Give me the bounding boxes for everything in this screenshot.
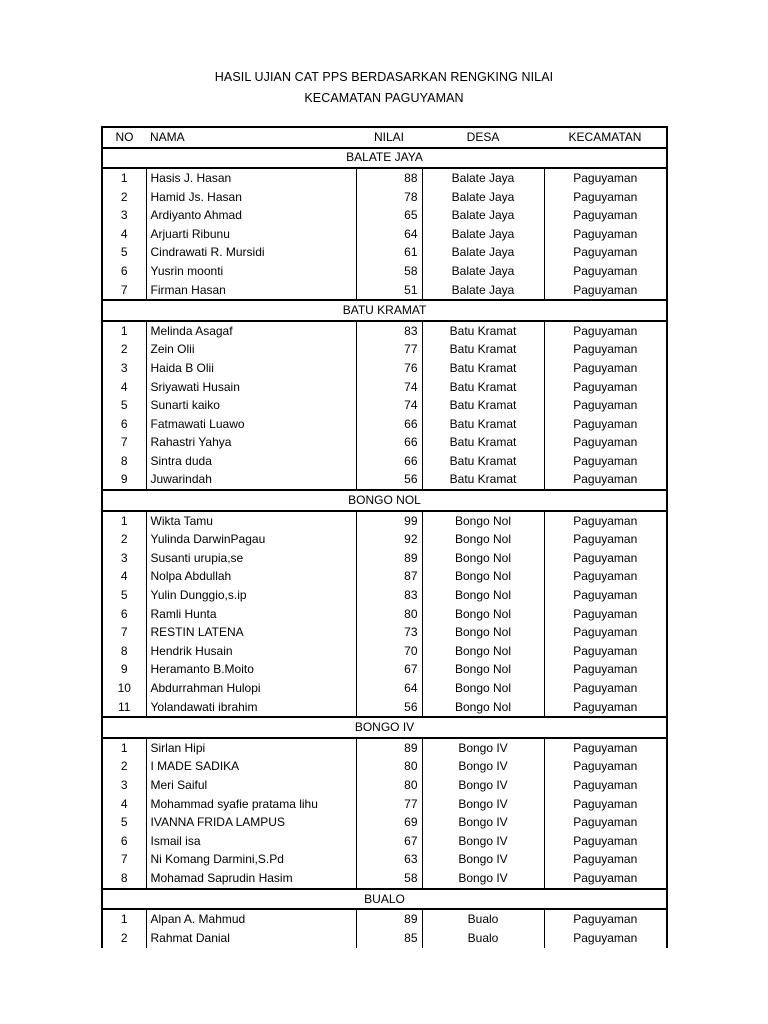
table-row (102, 341, 667, 360)
cell-nama: Alpan A. Mahmud (146, 909, 356, 929)
cell-nama: Nolpa Abdullah (146, 568, 356, 587)
cell-nama: Ismail isa (146, 832, 356, 851)
cell-nilai: 80 (356, 776, 422, 795)
cell-kecamatan: Paguyaman (544, 795, 667, 814)
cell-no: 7 (102, 281, 146, 301)
table-row (102, 586, 667, 605)
cell-kecamatan: Paguyaman (544, 661, 667, 680)
cell-kecamatan: Paguyaman (544, 698, 667, 718)
cell-desa: Batu Kramat (422, 359, 544, 378)
table-row (102, 661, 667, 680)
cell-desa: Bongo Nol (422, 549, 544, 568)
cell-nilai: 99 (356, 511, 422, 531)
cell-desa: Bongo IV (422, 851, 544, 870)
cell-nilai: 66 (356, 434, 422, 453)
cell-desa: Bongo IV (422, 758, 544, 777)
cell-nilai: 87 (356, 568, 422, 587)
cell-desa: Bualo (422, 929, 544, 948)
cell-no: 4 (102, 225, 146, 244)
table-body (102, 148, 667, 948)
cell-nilai: 56 (356, 698, 422, 718)
cell-desa: Balate Jaya (422, 244, 544, 263)
cell-nilai: 63 (356, 851, 422, 870)
cell-nilai: 83 (356, 586, 422, 605)
cell-nilai: 85 (356, 929, 422, 948)
cell-nilai: 61 (356, 244, 422, 263)
table-header-row (102, 127, 667, 148)
table-row (102, 679, 667, 698)
table-row (102, 929, 667, 948)
group-name: BUALO (102, 889, 667, 910)
table-row (102, 851, 667, 870)
table-row (102, 738, 667, 758)
cell-nilai: 70 (356, 642, 422, 661)
cell-no: 3 (102, 206, 146, 225)
table-row (102, 832, 667, 851)
cell-kecamatan: Paguyaman (544, 511, 667, 531)
cell-nama: Mohamad Saprudin Hasim (146, 869, 356, 889)
cell-desa: Balate Jaya (422, 168, 544, 188)
cell-nama: Ardiyanto Ahmad (146, 206, 356, 225)
cell-kecamatan: Paguyaman (544, 869, 667, 889)
group-name: BATU KRAMAT (102, 300, 667, 321)
cell-nilai: 77 (356, 795, 422, 814)
cell-nama: Hasis J. Hasan (146, 168, 356, 188)
cell-nama: Juwarindah (146, 471, 356, 491)
cell-no: 8 (102, 869, 146, 889)
cell-kecamatan: Paguyaman (544, 341, 667, 360)
cell-desa: Bualo (422, 909, 544, 929)
cell-nama: Yulin Dunggio,s.ip (146, 586, 356, 605)
cell-nama: Melinda Asagaf (146, 321, 356, 341)
cell-desa: Batu Kramat (422, 434, 544, 453)
cell-kecamatan: Paguyaman (544, 586, 667, 605)
table-row (102, 530, 667, 549)
cell-desa: Bongo IV (422, 832, 544, 851)
document-subtitle: KECAMATAN PAGUYAMAN (304, 91, 464, 105)
cell-no: 4 (102, 568, 146, 587)
cell-desa: Bongo IV (422, 795, 544, 814)
cell-kecamatan: Paguyaman (544, 206, 667, 225)
cell-kecamatan: Paguyaman (544, 530, 667, 549)
table-row (102, 795, 667, 814)
cell-no: 5 (102, 813, 146, 832)
table-row (102, 813, 667, 832)
cell-no: 1 (102, 321, 146, 341)
header-no: NO (102, 127, 146, 148)
cell-nilai: 56 (356, 471, 422, 491)
cell-nama: Ramli Hunta (146, 605, 356, 624)
cell-nilai: 89 (356, 738, 422, 758)
table-row (102, 281, 667, 301)
cell-nilai: 73 (356, 623, 422, 642)
cell-nilai: 89 (356, 909, 422, 929)
table-row (102, 206, 667, 225)
cell-desa: Bongo Nol (422, 530, 544, 549)
table-row (102, 378, 667, 397)
cell-desa: Bongo IV (422, 869, 544, 889)
cell-desa: Balate Jaya (422, 225, 544, 244)
cell-kecamatan: Paguyaman (544, 851, 667, 870)
cell-nama: I MADE SADIKA (146, 758, 356, 777)
group-name: BONGO NOL (102, 490, 667, 511)
cell-nilai: 65 (356, 206, 422, 225)
cell-desa: Bongo Nol (422, 698, 544, 718)
table-row (102, 452, 667, 471)
cell-no: 3 (102, 549, 146, 568)
cell-kecamatan: Paguyaman (544, 396, 667, 415)
table-row (102, 909, 667, 929)
cell-desa: Bongo Nol (422, 586, 544, 605)
cell-nama: Firman Hasan (146, 281, 356, 301)
cell-nama: Hendrik Husain (146, 642, 356, 661)
cell-desa: Balate Jaya (422, 281, 544, 301)
cell-desa: Bongo Nol (422, 642, 544, 661)
cell-kecamatan: Paguyaman (544, 188, 667, 207)
group-header-row (102, 490, 667, 511)
cell-no: 5 (102, 244, 146, 263)
header-nilai: NILAI (356, 127, 422, 148)
cell-nilai: 78 (356, 188, 422, 207)
cell-nilai: 51 (356, 281, 422, 301)
table-row (102, 568, 667, 587)
cell-desa: Batu Kramat (422, 321, 544, 341)
table-row (102, 434, 667, 453)
cell-no: 4 (102, 795, 146, 814)
cell-desa: Bongo Nol (422, 679, 544, 698)
cell-nilai: 83 (356, 321, 422, 341)
cell-desa: Bongo IV (422, 776, 544, 795)
cell-no: 6 (102, 415, 146, 434)
table-row (102, 244, 667, 263)
cell-nilai: 80 (356, 758, 422, 777)
cell-nama: Rahmat Danial (146, 929, 356, 948)
cell-kecamatan: Paguyaman (544, 452, 667, 471)
cell-nilai: 89 (356, 549, 422, 568)
cell-nilai: 88 (356, 168, 422, 188)
cell-desa: Balate Jaya (422, 188, 544, 207)
cell-kecamatan: Paguyaman (544, 758, 667, 777)
cell-kecamatan: Paguyaman (544, 832, 667, 851)
cell-desa: Bongo IV (422, 738, 544, 758)
cell-nama: Meri Saiful (146, 776, 356, 795)
cell-no: 2 (102, 929, 146, 948)
table-row (102, 225, 667, 244)
table-row (102, 698, 667, 718)
cell-nama: Yulinda DarwinPagau (146, 530, 356, 549)
cell-nama: Heramanto B.Moito (146, 661, 356, 680)
cell-kecamatan: Paguyaman (544, 549, 667, 568)
cell-nilai: 58 (356, 869, 422, 889)
cell-kecamatan: Paguyaman (544, 359, 667, 378)
cell-desa: Bongo Nol (422, 568, 544, 587)
cell-nama: Abdurrahman Hulopi (146, 679, 356, 698)
table-row (102, 471, 667, 491)
cell-nilai: 66 (356, 415, 422, 434)
cell-no: 8 (102, 452, 146, 471)
cell-kecamatan: Paguyaman (544, 813, 667, 832)
table-row (102, 321, 667, 341)
cell-kecamatan: Paguyaman (544, 568, 667, 587)
header-nama: NAMA (146, 127, 356, 148)
cell-nilai: 92 (356, 530, 422, 549)
cell-no: 6 (102, 832, 146, 851)
cell-no: 2 (102, 758, 146, 777)
cell-kecamatan: Paguyaman (544, 909, 667, 929)
header-kecamatan: KECAMATAN (544, 127, 667, 148)
cell-desa: Bongo Nol (422, 511, 544, 531)
cell-desa: Balate Jaya (422, 262, 544, 281)
group-header-row (102, 148, 667, 169)
cell-nama: Arjuarti Ribunu (146, 225, 356, 244)
cell-no: 2 (102, 188, 146, 207)
cell-nama: Wikta Tamu (146, 511, 356, 531)
cell-no: 9 (102, 661, 146, 680)
cell-desa: Batu Kramat (422, 471, 544, 491)
table-row (102, 605, 667, 624)
cell-kecamatan: Paguyaman (544, 281, 667, 301)
table-row (102, 359, 667, 378)
cell-no: 1 (102, 909, 146, 929)
cell-nama: RESTIN LATENA (146, 623, 356, 642)
cell-kecamatan: Paguyaman (544, 262, 667, 281)
cell-no: 2 (102, 341, 146, 360)
cell-nama: Susanti urupia,se (146, 549, 356, 568)
cell-desa: Batu Kramat (422, 415, 544, 434)
cell-nilai: 64 (356, 225, 422, 244)
cell-desa: Batu Kramat (422, 452, 544, 471)
cell-nilai: 66 (356, 452, 422, 471)
cell-nilai: 76 (356, 359, 422, 378)
cell-nilai: 67 (356, 661, 422, 680)
cell-kecamatan: Paguyaman (544, 225, 667, 244)
cell-nama: Zein Olii (146, 341, 356, 360)
cell-kecamatan: Paguyaman (544, 679, 667, 698)
cell-no: 3 (102, 776, 146, 795)
cell-kecamatan: Paguyaman (544, 642, 667, 661)
cell-desa: Batu Kramat (422, 396, 544, 415)
cell-kecamatan: Paguyaman (544, 434, 667, 453)
table-row (102, 869, 667, 889)
cell-desa: Batu Kramat (422, 378, 544, 397)
cell-kecamatan: Paguyaman (544, 929, 667, 948)
cell-nama: Fatmawati Luawo (146, 415, 356, 434)
cell-no: 3 (102, 359, 146, 378)
cell-desa: Balate Jaya (422, 206, 544, 225)
table-row (102, 262, 667, 281)
table-row (102, 623, 667, 642)
cell-nama: Sirlan Hipi (146, 738, 356, 758)
cell-no: 9 (102, 471, 146, 491)
cell-no: 10 (102, 679, 146, 698)
group-name: BONGO IV (102, 717, 667, 738)
cell-kecamatan: Paguyaman (544, 471, 667, 491)
cell-nilai: 77 (356, 341, 422, 360)
cell-desa: Batu Kramat (422, 341, 544, 360)
cell-nama: Ni Komang Darmini,S.Pd (146, 851, 356, 870)
cell-nama: Haida B Olii (146, 359, 356, 378)
document-title: HASIL UJIAN CAT PPS BERDASARKAN RENGKING NILAI (214, 70, 554, 84)
cell-nama: Sunarti kaiko (146, 396, 356, 415)
cell-desa: Bongo Nol (422, 623, 544, 642)
results-table (101, 126, 668, 948)
cell-no: 1 (102, 511, 146, 531)
cell-no: 4 (102, 378, 146, 397)
cell-nama: IVANNA FRIDA LAMPUS (146, 813, 356, 832)
group-header-row (102, 300, 667, 321)
cell-kecamatan: Paguyaman (544, 605, 667, 624)
cell-nilai: 80 (356, 605, 422, 624)
table-row (102, 549, 667, 568)
table-row (102, 396, 667, 415)
cell-kecamatan: Paguyaman (544, 244, 667, 263)
cell-kecamatan: Paguyaman (544, 168, 667, 188)
cell-kecamatan: Paguyaman (544, 623, 667, 642)
cell-no: 1 (102, 168, 146, 188)
cell-nama: Yolandawati ibrahim (146, 698, 356, 718)
cell-kecamatan: Paguyaman (544, 378, 667, 397)
cell-no: 6 (102, 605, 146, 624)
table-row (102, 758, 667, 777)
cell-no: 1 (102, 738, 146, 758)
cell-kecamatan: Paguyaman (544, 738, 667, 758)
cell-no: 5 (102, 396, 146, 415)
cell-no: 6 (102, 262, 146, 281)
cell-nama: Yusrin moonti (146, 262, 356, 281)
cell-kecamatan: Paguyaman (544, 415, 667, 434)
group-header-row (102, 717, 667, 738)
cell-nama: Rahastri Yahya (146, 434, 356, 453)
cell-no: 2 (102, 530, 146, 549)
cell-no: 7 (102, 851, 146, 870)
cell-kecamatan: Paguyaman (544, 776, 667, 795)
table-row (102, 188, 667, 207)
cell-nilai: 67 (356, 832, 422, 851)
table-row (102, 168, 667, 188)
cell-nama: Mohammad syafie pratama lihu (146, 795, 356, 814)
cell-nama: Sintra duda (146, 452, 356, 471)
table-row (102, 642, 667, 661)
cell-no: 7 (102, 434, 146, 453)
cell-no: 11 (102, 698, 146, 718)
cell-no: 7 (102, 623, 146, 642)
cell-nilai: 58 (356, 262, 422, 281)
table-row (102, 776, 667, 795)
cell-desa: Bongo IV (422, 813, 544, 832)
group-name: BALATE JAYA (102, 148, 667, 169)
cell-no: 5 (102, 586, 146, 605)
cell-desa: Bongo Nol (422, 605, 544, 624)
cell-kecamatan: Paguyaman (544, 321, 667, 341)
cell-nama: Cindrawati R. Mursidi (146, 244, 356, 263)
cell-nilai: 64 (356, 679, 422, 698)
cell-nama: Hamid Js. Hasan (146, 188, 356, 207)
cell-no: 8 (102, 642, 146, 661)
cell-nilai: 74 (356, 378, 422, 397)
group-header-row (102, 889, 667, 910)
table-row (102, 415, 667, 434)
cell-nilai: 74 (356, 396, 422, 415)
table-row (102, 511, 667, 531)
header-desa: DESA (422, 127, 544, 148)
cell-nilai: 69 (356, 813, 422, 832)
cell-desa: Bongo Nol (422, 661, 544, 680)
cell-nama: Sriyawati Husain (146, 378, 356, 397)
